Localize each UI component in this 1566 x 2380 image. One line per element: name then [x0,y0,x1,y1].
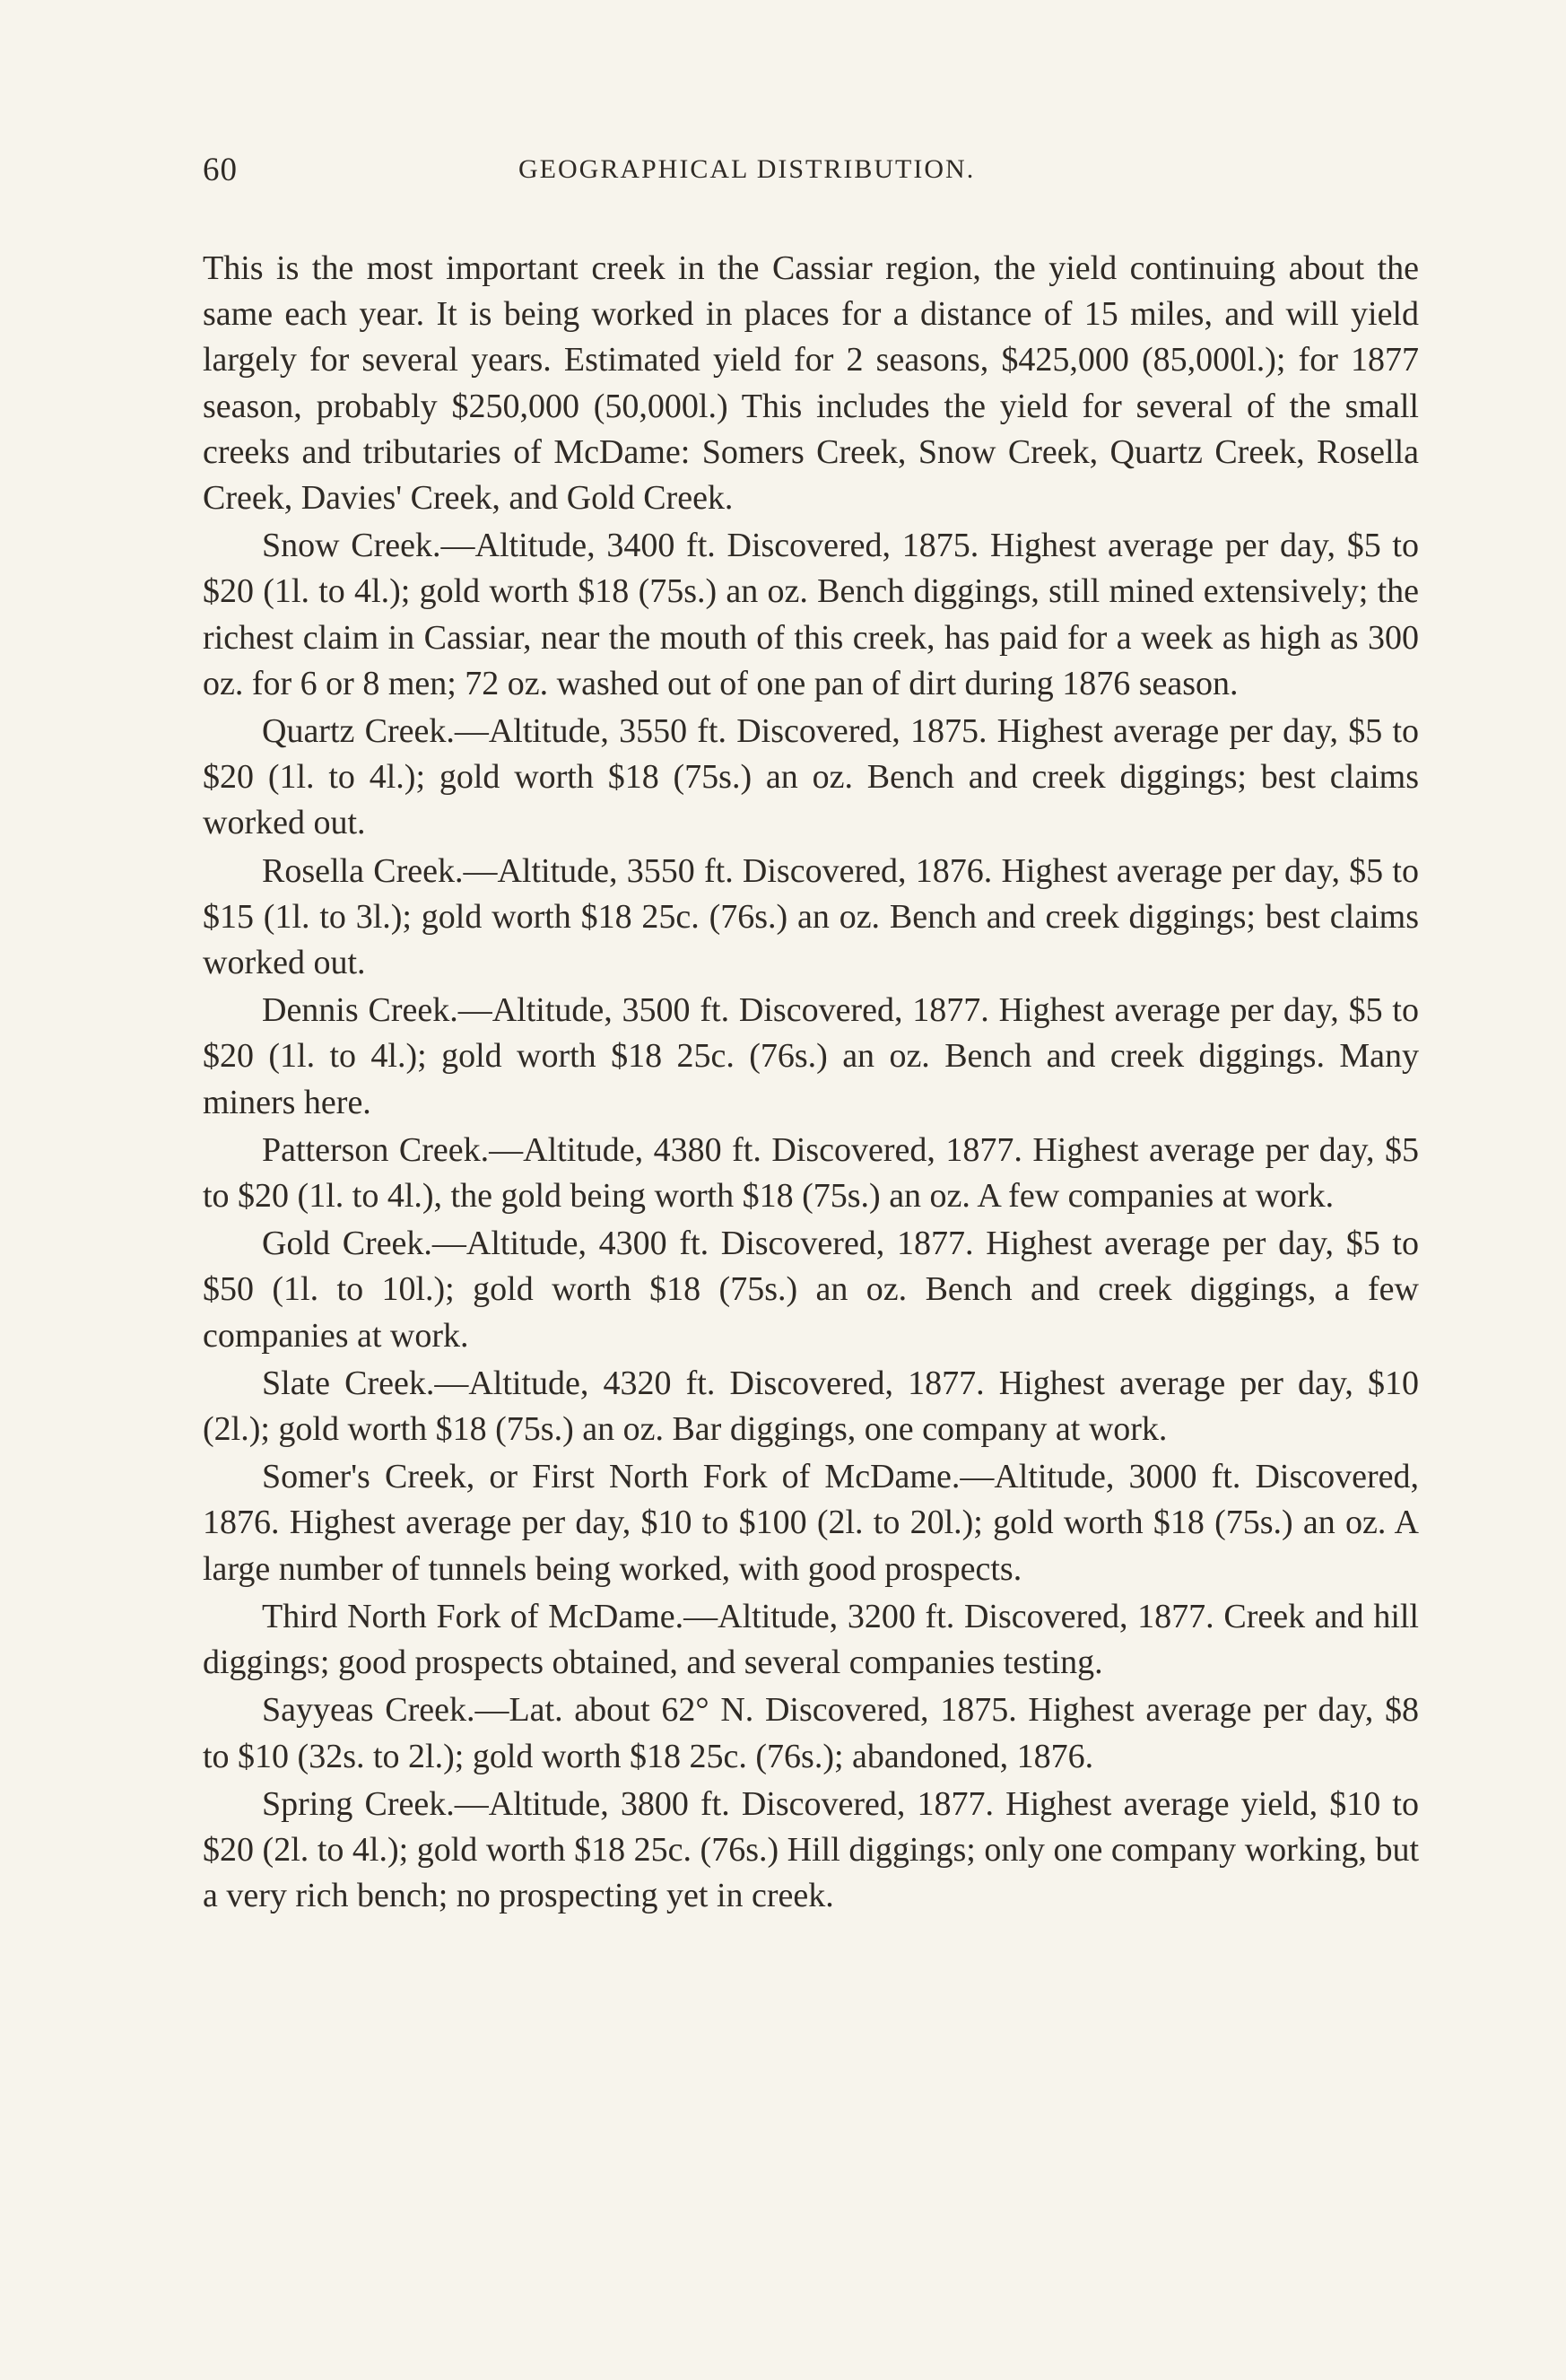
entry-gold-creek: Gold Creek.—Altitude, 4300 ft. Discovered, 1877. Highest average per day, $5 to $50 (1l. to 10l.); gold worth $18 (75s.) an oz. Bench and creek diggings, a few companies at work. [203,1225,1419,1355]
page-header [203,151,1419,192]
entry-sayyeas-creek: Sayyeas Creek.—Lat. about 62° N. Discovered, 1875. Highest average per day, $8 to $10 (32s. to 2l.); gold worth $18 25c. (76s.); abandoned, 1876. [203,1691,1419,1775]
entry-patterson-creek: Patterson Creek.—Altitude, 4380 ft. Discovered, 1877. Highest average per day, $5 to $20 (1l. to 4l.), the gold being worth $18 (75s.) an oz. A few companies at work. [203,1130,1419,1216]
entry-spring-creek: Spring Creek.—Altitude, 3800 ft. Discovered, 1877. Highest average yield, $10 to $20 (2l. to 4l.); gold worth $18 25c. (76s.) Hill diggings; only one company working, but a very rich bench; no prospecting yet in creek. [203,1784,1419,1915]
book-page [203,151,1419,1921]
intro-paragraph: This is the most important creek in the Cassiar region, the yield continuing about the same each year. It is being worked in places for a distance of 15 miles, and will yield largely for several years. Estimated yield for 2 seasons, $425,000 (85,000l.); for 1877 season, probably $250,000 (50,000l.) This includes the yield for several of the small creeks and tributaries of McDame: Somers Creek, Snow Creek, Quartz Creek, Rosella Creek, Davies' Creek, and Gold Creek. [203,249,1419,518]
entry-snow-creek: Snow Creek.—Altitude, 3400 ft. Discovered, 1875. Highest average per day, $5 to $20 (1l. to 4l.); gold worth $18 (75s.) an oz. Bench diggings, still mined extensively; the richest claim in Cassiar, near the mouth of this creek, has paid for a week as high as 300 oz. for 6 or 8 men; 72 oz. washed out of one pan of dirt during 1876 season. [203,527,1419,702]
entry-third-north-fork: Third North Fork of McDame.—Altitude, 3200 ft. Discovered, 1877. Creek and hill diggings; good prospects obtained, and several companies testing. [203,1597,1419,1682]
entry-quartz-creek: Quartz Creek.—Altitude, 3550 ft. Discovered, 1875. Highest average per day, $5 to $20 (1l. to 4l.); gold worth $18 (75s.) an oz. Bench and creek diggings; best claims worked out. [203,712,1419,842]
entry-slate-creek: Slate Creek.—Altitude, 4320 ft. Discovered, 1877. Highest average per day, $10 (2l.); gold worth $18 (75s.) an oz. Bar diggings, one company at work. [203,1364,1419,1449]
page-number: 60 [203,152,238,188]
running-title: GEOGRAPHICAL DISTRIBUTION. [518,154,976,184]
entry-rosella-creek: Rosella Creek.—Altitude, 3550 ft. Discovered, 1876. Highest average per day, $5 to $15 (1l. to 3l.); gold worth $18 25c. (76s.) an oz. Bench and creek diggings; best claims worked out. [203,851,1419,982]
entry-dennis-creek: Dennis Creek.—Altitude, 3500 ft. Discovered, 1877. Highest average per day, $5 to $20 (1l. to 4l.); gold worth $18 25c. (76s.) an oz. Bench and creek diggings. Many miners here. [203,991,1419,1121]
entry-somers-creek: Somer's Creek, or First North Fork of McDame.—Altitude, 3000 ft. Discovered, 1876. Highest average per day, $10 to $100 (2l. to 20l.); gold worth $18 (75s.) an oz. A large number of tunnels being worked, with good prospects. [203,1458,1419,1588]
body-text [203,246,1419,1919]
